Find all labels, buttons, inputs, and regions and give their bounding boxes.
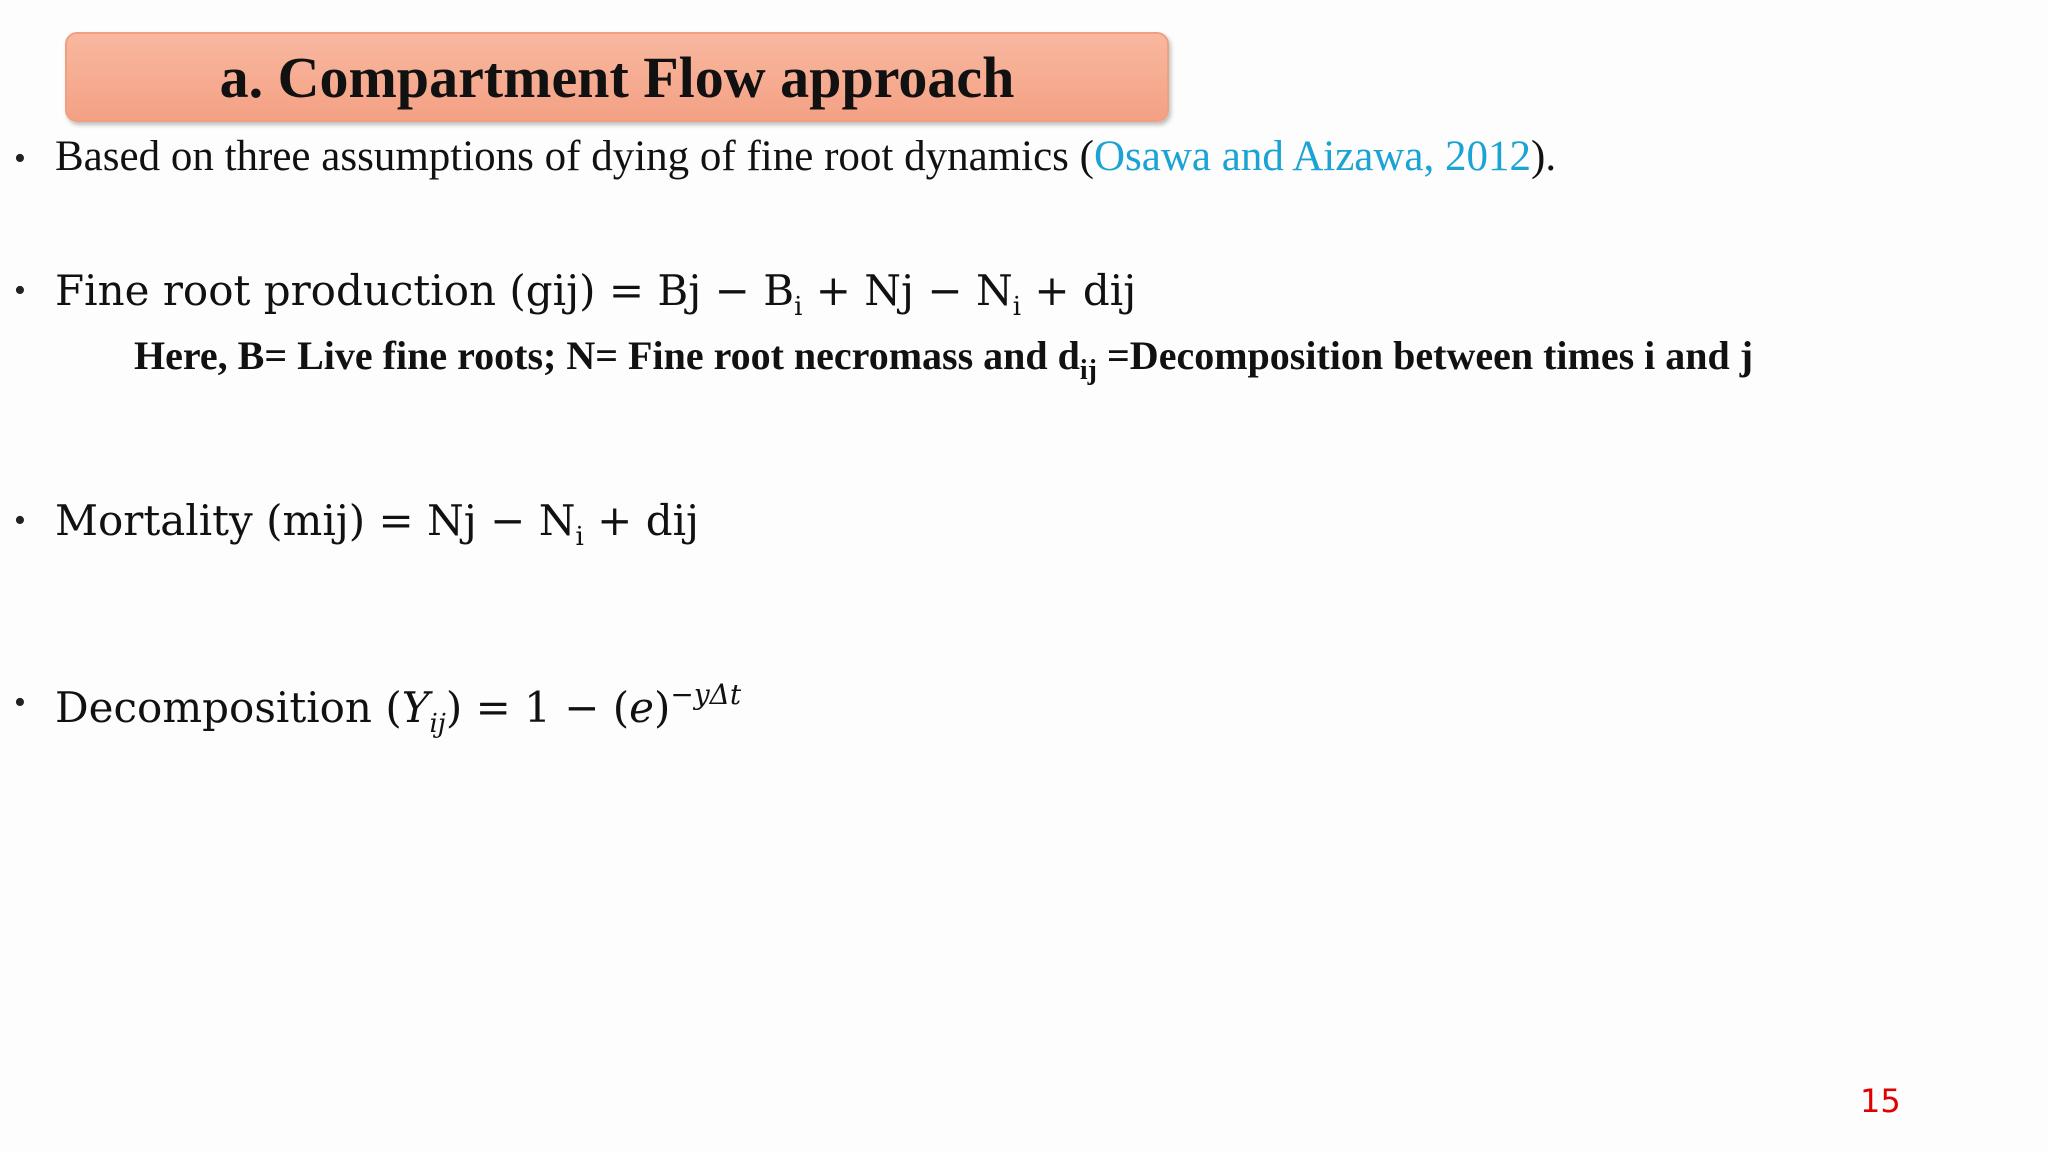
production-subscript: i [794,292,803,322]
mortality-subscript: i [575,522,584,552]
mortality-formula-part: + dij [583,496,700,545]
decomposition-variable: Y [401,683,430,732]
decomposition-e: e [629,683,654,732]
note-subscript: ij [1079,355,1098,386]
bullet-assumptions [55,132,1556,181]
citation-link[interactable]: Osawa and Aizawa, 2012 [1093,133,1532,180]
production-formula-part: + dij [1021,266,1137,315]
variable-definitions-note [134,332,1753,387]
note-part: =Decomposition between times i and j [1097,333,1754,378]
decomposition-formula-part: ) = 1 − ( [445,683,630,732]
bullet-dot-1: • [14,140,26,177]
slide-title: a. Compartment Flow approach [219,44,1015,110]
production-formula-part: Fine root production (gij) = Bj − B [55,266,795,315]
production-subscript: i [1012,292,1022,322]
mortality-formula-part: Mortality (mij) = Nj − N [55,496,576,545]
bullet-dot-3: • [14,502,26,539]
note-part: Here, B= Live fine roots; N= Fine root necromass and d [134,333,1080,378]
bullet-assumptions-text: Based on three assumptions of dying of fine root dynamics ( [55,133,1094,180]
title-box [65,32,1169,122]
production-formula-part: + Nj − N [802,266,1013,315]
decomposition-formula-part: ) [653,683,671,732]
page-number: 15 [1860,1082,1901,1120]
decomposition-subscript: ij [429,709,446,739]
bullet-mortality-formula [55,496,699,552]
bullet-dot-2: • [14,272,26,309]
decomposition-exponent: −yΔt [670,678,742,711]
bullet-production-formula [55,266,1136,322]
bullet-decomposition-formula [55,678,741,739]
decomposition-formula-part: Decomposition ( [55,683,402,732]
bullet-assumptions-end: ). [1531,133,1557,180]
bullet-dot-4: • [14,684,26,721]
